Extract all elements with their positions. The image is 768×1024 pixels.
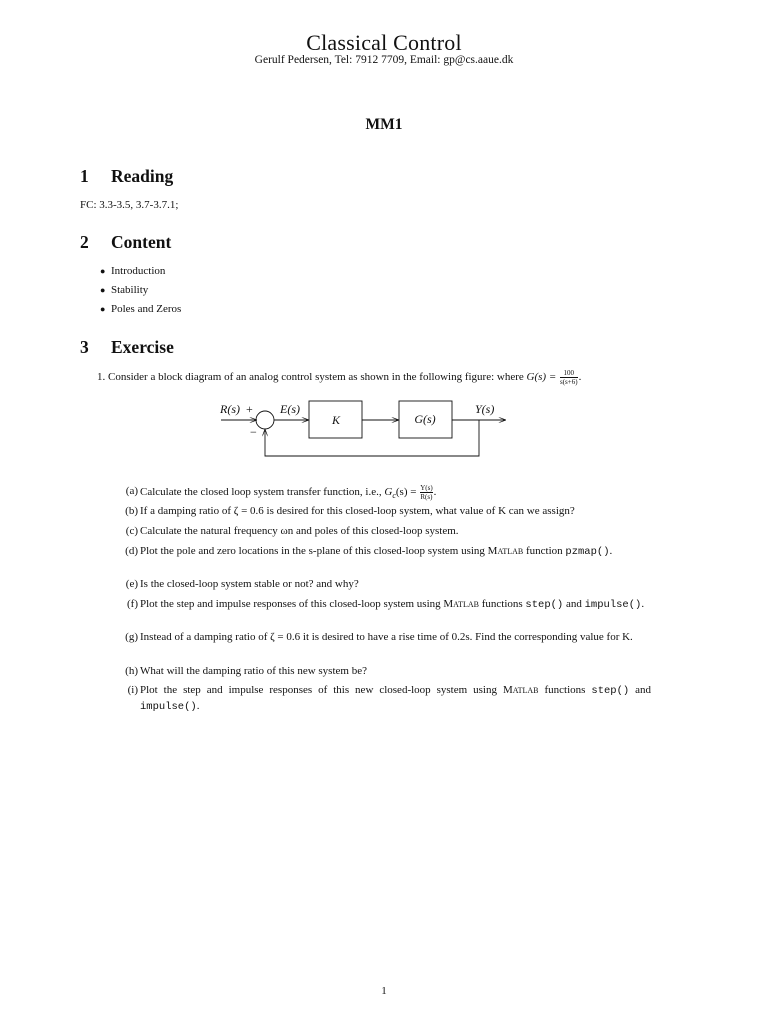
item-label: (b) — [125, 505, 138, 517]
list-item-label: Introduction — [111, 265, 166, 277]
item-text: Calculate the natural frequency ωn and poles of this closed-loop system. — [140, 525, 459, 537]
author-line: Gerulf Pedersen, Tel: 7912 7709, Email: gp@cs.aaue.dk — [254, 54, 514, 66]
item-text: Calculate the closed loop system transfer function, i.e., — [140, 486, 382, 499]
item-label: (c) — [125, 525, 138, 537]
list-item — [116, 484, 651, 503]
item-text: Plot the step and impulse responses of this new closed-loop system using — [140, 684, 497, 696]
output-label: Y(s) — [475, 402, 495, 416]
summing-junction — [256, 411, 274, 429]
fraction-denominator: s(s+6) — [560, 378, 578, 386]
item-text: Plot the step and impulse responses of this closed-loop system using — [140, 598, 441, 610]
fraction-numerator: Y(s) — [420, 484, 433, 492]
plant-label: G(s) — [414, 412, 436, 426]
code-function: step() — [525, 599, 564, 611]
fraction-denominator: R(s) — [420, 493, 433, 501]
item-label: (g) — [125, 631, 138, 643]
list-item — [116, 664, 651, 679]
exercise-number: 1. — [97, 371, 106, 384]
item-label: (f) — [127, 598, 138, 610]
item-text: If a damping ratio of ζ = 0.6 is desired for this closed-loop system, what value of K can we assign? — [140, 505, 575, 517]
section-title: Exercise — [111, 337, 174, 357]
sentence-end: . — [578, 371, 582, 384]
item-text: What will the damping ratio of this new system be? — [140, 665, 367, 677]
section-number: 3 — [80, 337, 89, 357]
matlab-name: Matlab — [502, 684, 539, 696]
bullet-icon: ● — [100, 304, 106, 314]
item-label: (d) — [125, 545, 138, 557]
sentence-end: . — [609, 545, 613, 557]
document-title: Classical Control — [306, 30, 462, 55]
list-item — [116, 597, 651, 613]
list-item — [116, 683, 651, 715]
controller-label: K — [331, 413, 341, 427]
math-arg: (s) = — [395, 486, 417, 499]
sentence-end: . — [196, 700, 200, 712]
list-item — [116, 524, 651, 539]
item-text: and — [565, 598, 582, 610]
section-number: 2 — [80, 232, 89, 252]
item-text: Is the closed-loop system stable or not? and why? — [140, 578, 359, 590]
reading-text: FC: 3.3-3.5, 3.7-3.7.1; — [80, 199, 179, 211]
list-item — [116, 544, 651, 560]
section-title: Content — [111, 232, 172, 252]
exercise-intro-text: Consider a block diagram of an analog control system as shown in the following figure: where — [108, 371, 524, 384]
item-text: and — [635, 684, 652, 696]
math-lhs: G — [384, 486, 393, 499]
item-label: (a) — [125, 485, 138, 497]
section-title: Reading — [111, 166, 174, 186]
code-function: step() — [591, 685, 630, 697]
list-item-label: Poles and Zeros — [111, 303, 182, 315]
document-label: MM1 — [365, 116, 403, 133]
bullet-icon: ● — [100, 266, 106, 276]
item-label: (h) — [125, 665, 138, 677]
transfer-function-lhs: G(s) = — [526, 371, 557, 384]
matlab-name: Matlab — [443, 598, 479, 610]
plus-sign: + — [246, 402, 253, 416]
item-label: (e) — [125, 578, 138, 590]
sentence-end: . — [433, 486, 437, 499]
code-function: impulse() — [140, 701, 197, 713]
page-number: 1 — [381, 985, 387, 997]
list-item — [116, 504, 651, 519]
sentence-end: . — [641, 598, 645, 610]
list-item-label: Stability — [111, 284, 149, 296]
code-function: impulse() — [584, 599, 642, 611]
bullet-icon: ● — [100, 285, 106, 295]
fraction-numerator: 100 — [563, 369, 575, 377]
item-text: Instead of a damping ratio of ζ = 0.6 it is desired to have a rise time of 0.2s. Find the corresponding value for K. — [140, 631, 633, 643]
section-number: 1 — [80, 166, 89, 186]
list-item — [116, 577, 651, 592]
list-item — [116, 630, 651, 645]
math-fraction — [420, 484, 432, 501]
item-text: functions — [481, 598, 523, 610]
input-label: R(s) — [220, 402, 240, 416]
item-text: function — [525, 545, 563, 557]
minus-sign: − — [250, 425, 257, 439]
matlab-name: Matlab — [487, 545, 524, 557]
item-text: functions — [544, 684, 586, 696]
item-label: (i) — [127, 684, 138, 696]
math-subscript: c — [392, 491, 396, 501]
code-function: pzmap() — [565, 546, 610, 558]
item-text: Plot the pole and zero locations in the s-plane of this closed-loop system using — [140, 545, 485, 557]
error-label: E(s) — [280, 402, 300, 416]
